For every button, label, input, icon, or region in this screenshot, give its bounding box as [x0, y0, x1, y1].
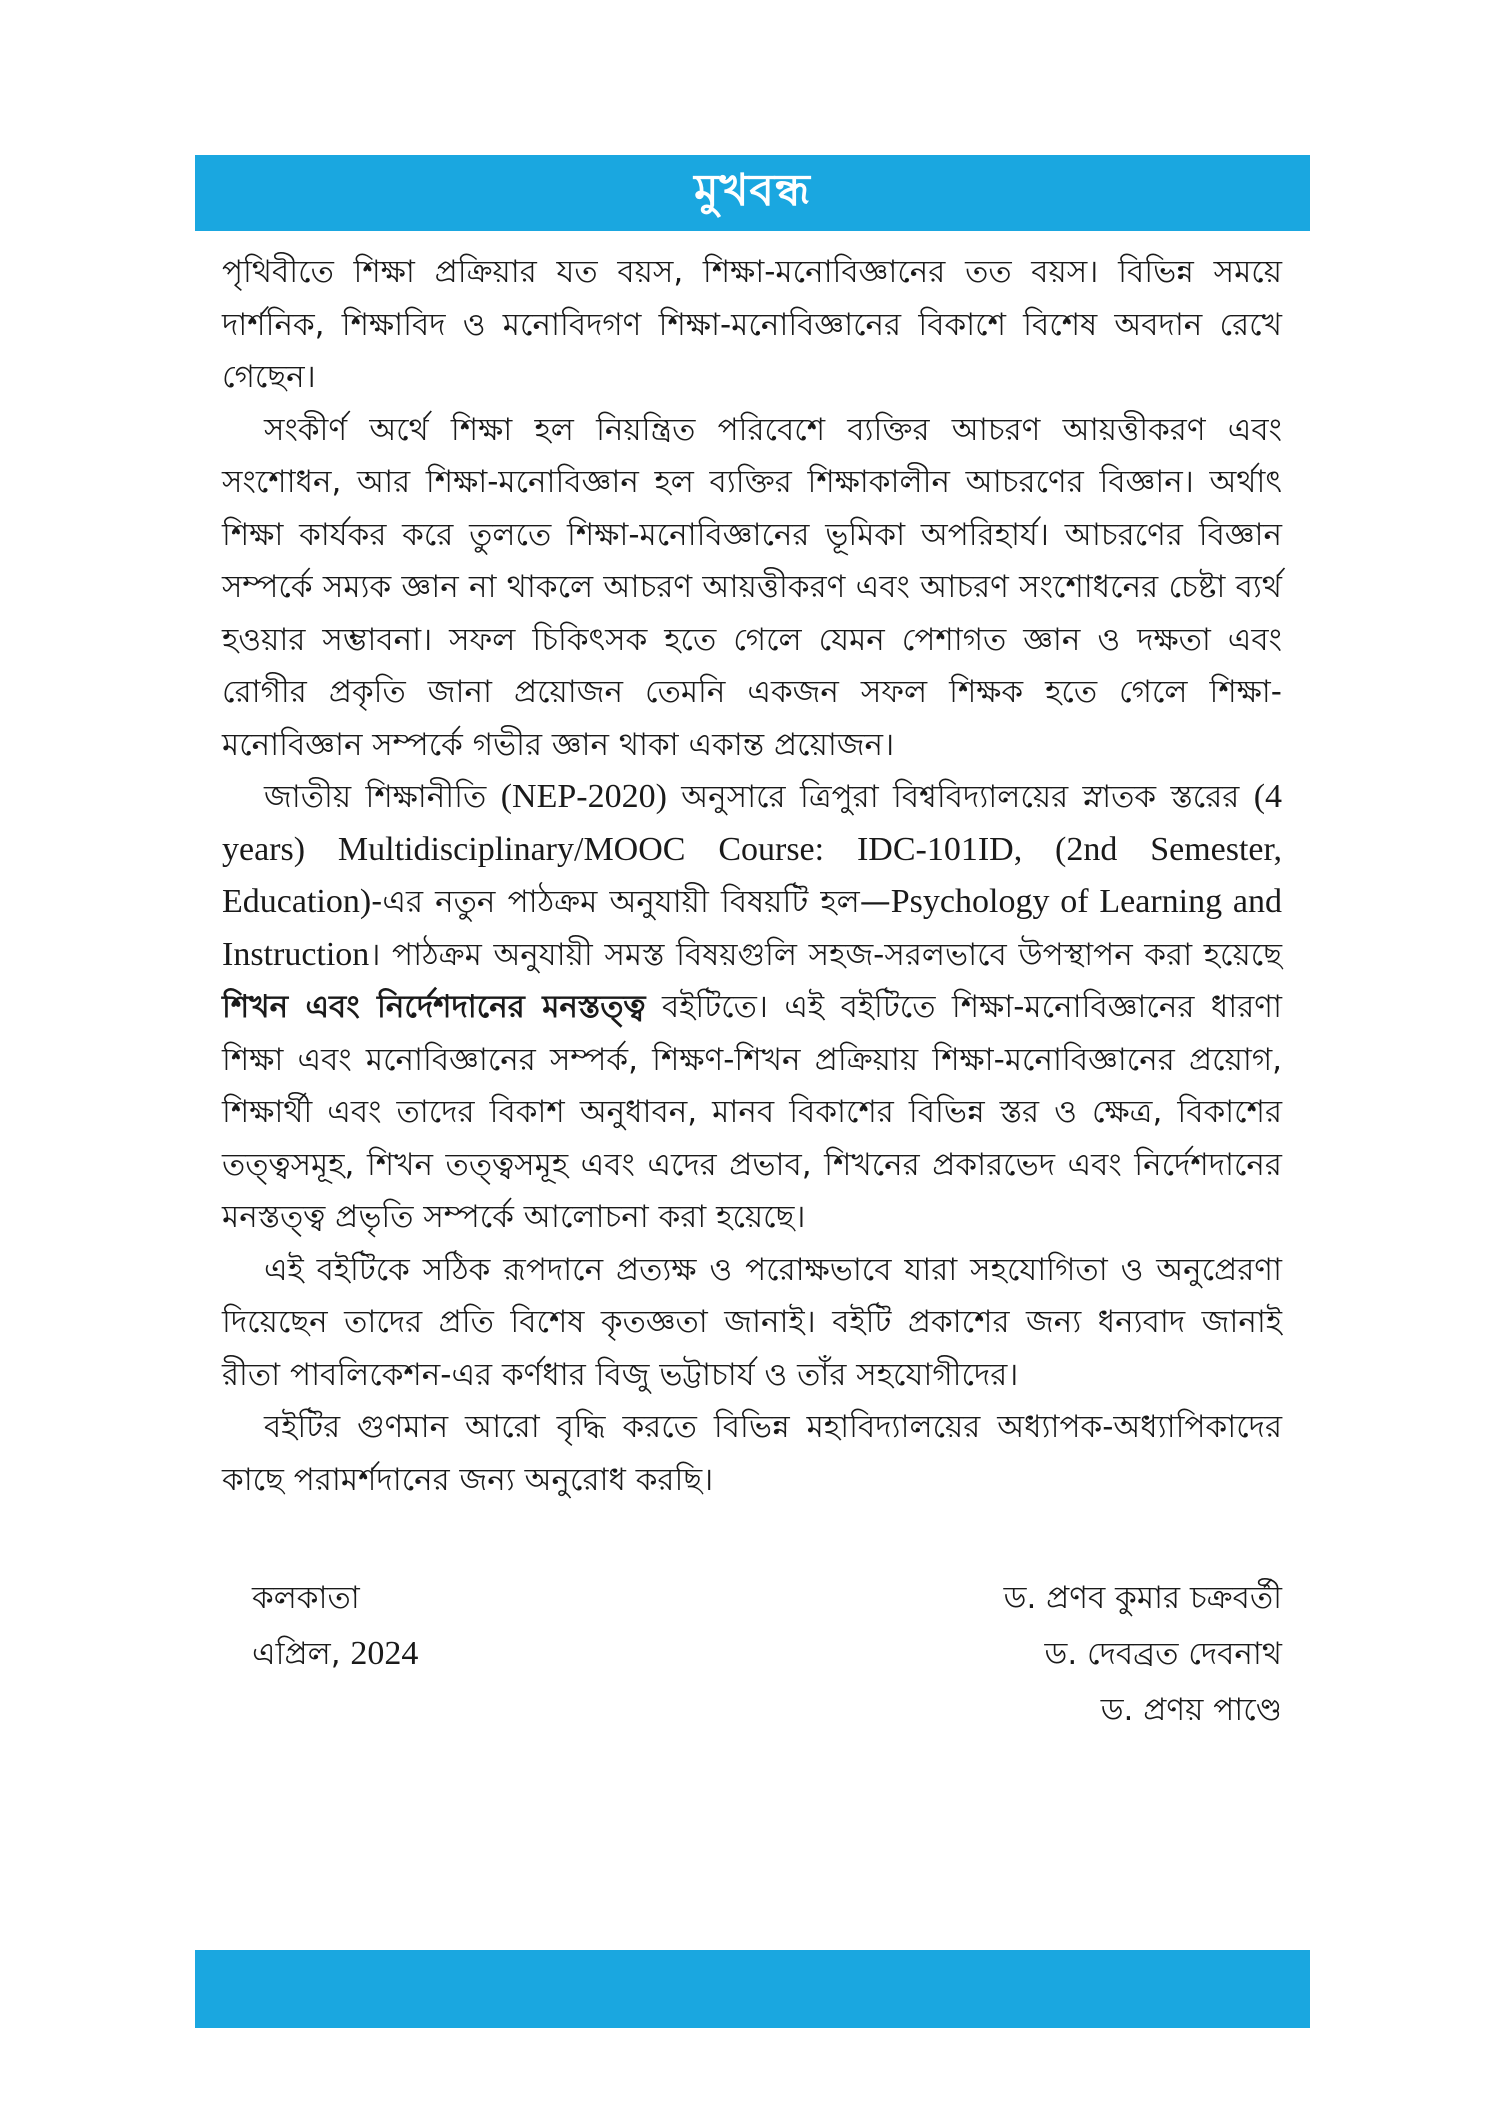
paragraph-3-book-title: শিখন এবং নির্দেশদানের মনস্তত্ত্ব	[222, 989, 646, 1025]
paragraph-5: বইটির গুণমান আরো বৃদ্ধি করতে বিভিন্ন মহাবিদ্যালয়ের অধ্যাপক-অধ্যাপিকাদের কাছে পরামর্শদানের জন্য অনুরোধ করছি।	[222, 1409, 1282, 1498]
authors	[1004, 1570, 1282, 1738]
signature-block	[222, 1570, 1282, 1750]
paragraph-3	[222, 771, 1282, 1244]
paragraph-3-part-c: অনুসারে ত্রিপুরা বিশ্ববিদ্যালয়ের স্নাতক স্তরের	[666, 779, 1254, 815]
paragraph-3-course: (4 years) Multidisciplinary/MOOC Course: IDC-101ID, (2nd Semester, Education)	[222, 778, 1283, 920]
paragraph-3-part-e: -এর নতুন পাঠক্রম অনুযায়ী বিষয়টি হল—	[371, 884, 891, 920]
date	[252, 1626, 418, 1682]
place-date	[252, 1570, 418, 1682]
author-1: ড. প্রণব কুমার চক্রবর্তী	[1003, 1580, 1282, 1616]
paragraph-3-subject: Psychology of Learning and Instruction	[222, 883, 1283, 973]
paragraph-1: পৃথিবীতে শিক্ষা প্রক্রিয়ার যত বয়স, শিক্ষা-মনোবিজ্ঞানের তত বয়স। বিভিন্ন সময়ে দার্শনিক, শিক্ষাবিদ ও মনোবিদগণ শিক্ষা-মনোবিজ্ঞানের বিকাশে বিশেষ অবদান রেখে গেছেন।	[222, 254, 1282, 395]
author-2: ড. দেবব্রত দেবনাথ	[1044, 1636, 1282, 1672]
page-title: মুখবন্ধ	[694, 164, 811, 216]
date-year: 2024	[350, 1635, 419, 1672]
paragraph-3-part-i: বইটিতে। এই বইটিতে শিক্ষা-মনোবিজ্ঞানের ধারণা শিক্ষা এবং মনোবিজ্ঞানের সম্পর্ক, শিক্ষণ-শিখন প্রক্রিয়ায় শিক্ষা-মনোবিজ্ঞানের প্রয়োগ, শিক্ষার্থী এবং তাদের বিকাশ অনুধাবন, মানব বিকাশের বিভিন্ন স্তর ও ক্ষেত্র, বিকাশের তত্ত্বসমূহ, শিখন তত্ত্বসমূহ এবং এদের প্রভাব, শিখনের প্রকারভেদ এবং নির্দেশদানের মনস্তত্ত্ব প্রভৃতি সম্পর্কে আলোচনা করা হয়েছে।	[222, 989, 1282, 1235]
paragraph-3-nep: (NEP-2020)	[500, 778, 667, 815]
paragraph-3-part-a: জাতীয় শিক্ষানীতি	[264, 779, 501, 815]
place: কলকাতা	[252, 1580, 360, 1616]
footer-bar	[195, 1950, 1310, 2028]
paragraph-4: এই বইটিকে সঠিক রূপদানে প্রত্যক্ষ ও পরোক্ষভাবে যারা সহযোগিতা ও অনুপ্রেরণা দিয়েছেন তাদের প্রতি বিশেষ কৃতজ্ঞতা জানাই। বইটি প্রকাশের জন্য ধন্যবাদ জানাই রীতা পাবলিকেশন-এর কর্ণধার বিজু ভট্টাচার্য ও তাঁর সহযোগীদের।	[222, 1251, 1282, 1393]
paragraph-2: সংকীর্ণ অর্থে শিক্ষা হল নিয়ন্ত্রিত পরিবেশে ব্যক্তির আচরণ আয়ত্তীকরণ এবং সংশোধন, আর শিক্ষা-মনোবিজ্ঞান হল ব্যক্তির শিক্ষাকালীন আচরণের বিজ্ঞান। অর্থাৎ শিক্ষা কার্যকর করে তুলতে শিক্ষা-মনোবিজ্ঞানের ভূমিকা অপরিহার্য। আচরণের বিজ্ঞান সম্পর্কে সম্যক জ্ঞান না থাকলে আচরণ আয়ত্তীকরণ এবং আচরণ সংশোধনের চেষ্টা ব্যর্থ হওয়ার সম্ভাবনা। সফল চিকিৎসক হতে গেলে যেমন পেশাগত জ্ঞান ও দক্ষতা এবং রোগীর প্রকৃতি জানা প্রয়োজন তেমনি একজন সফল শিক্ষক হতে গেলে শিক্ষা-মনোবিজ্ঞান সম্পর্কে গভীর জ্ঞান থাকা একান্ত প্রয়োজন।	[222, 411, 1282, 763]
date-month: এপ্রিল,	[252, 1636, 351, 1672]
author-3: ড. প্রণয় পাণ্ডে	[1100, 1692, 1282, 1728]
paragraph-3-part-g: । পাঠক্রম অনুযায়ী সমস্ত বিষয়গুলি সহজ-সরলভাবে উপস্থাপন করা হয়েছে	[369, 936, 1282, 973]
preface-body	[222, 246, 1282, 1506]
header-bar	[195, 155, 1310, 231]
